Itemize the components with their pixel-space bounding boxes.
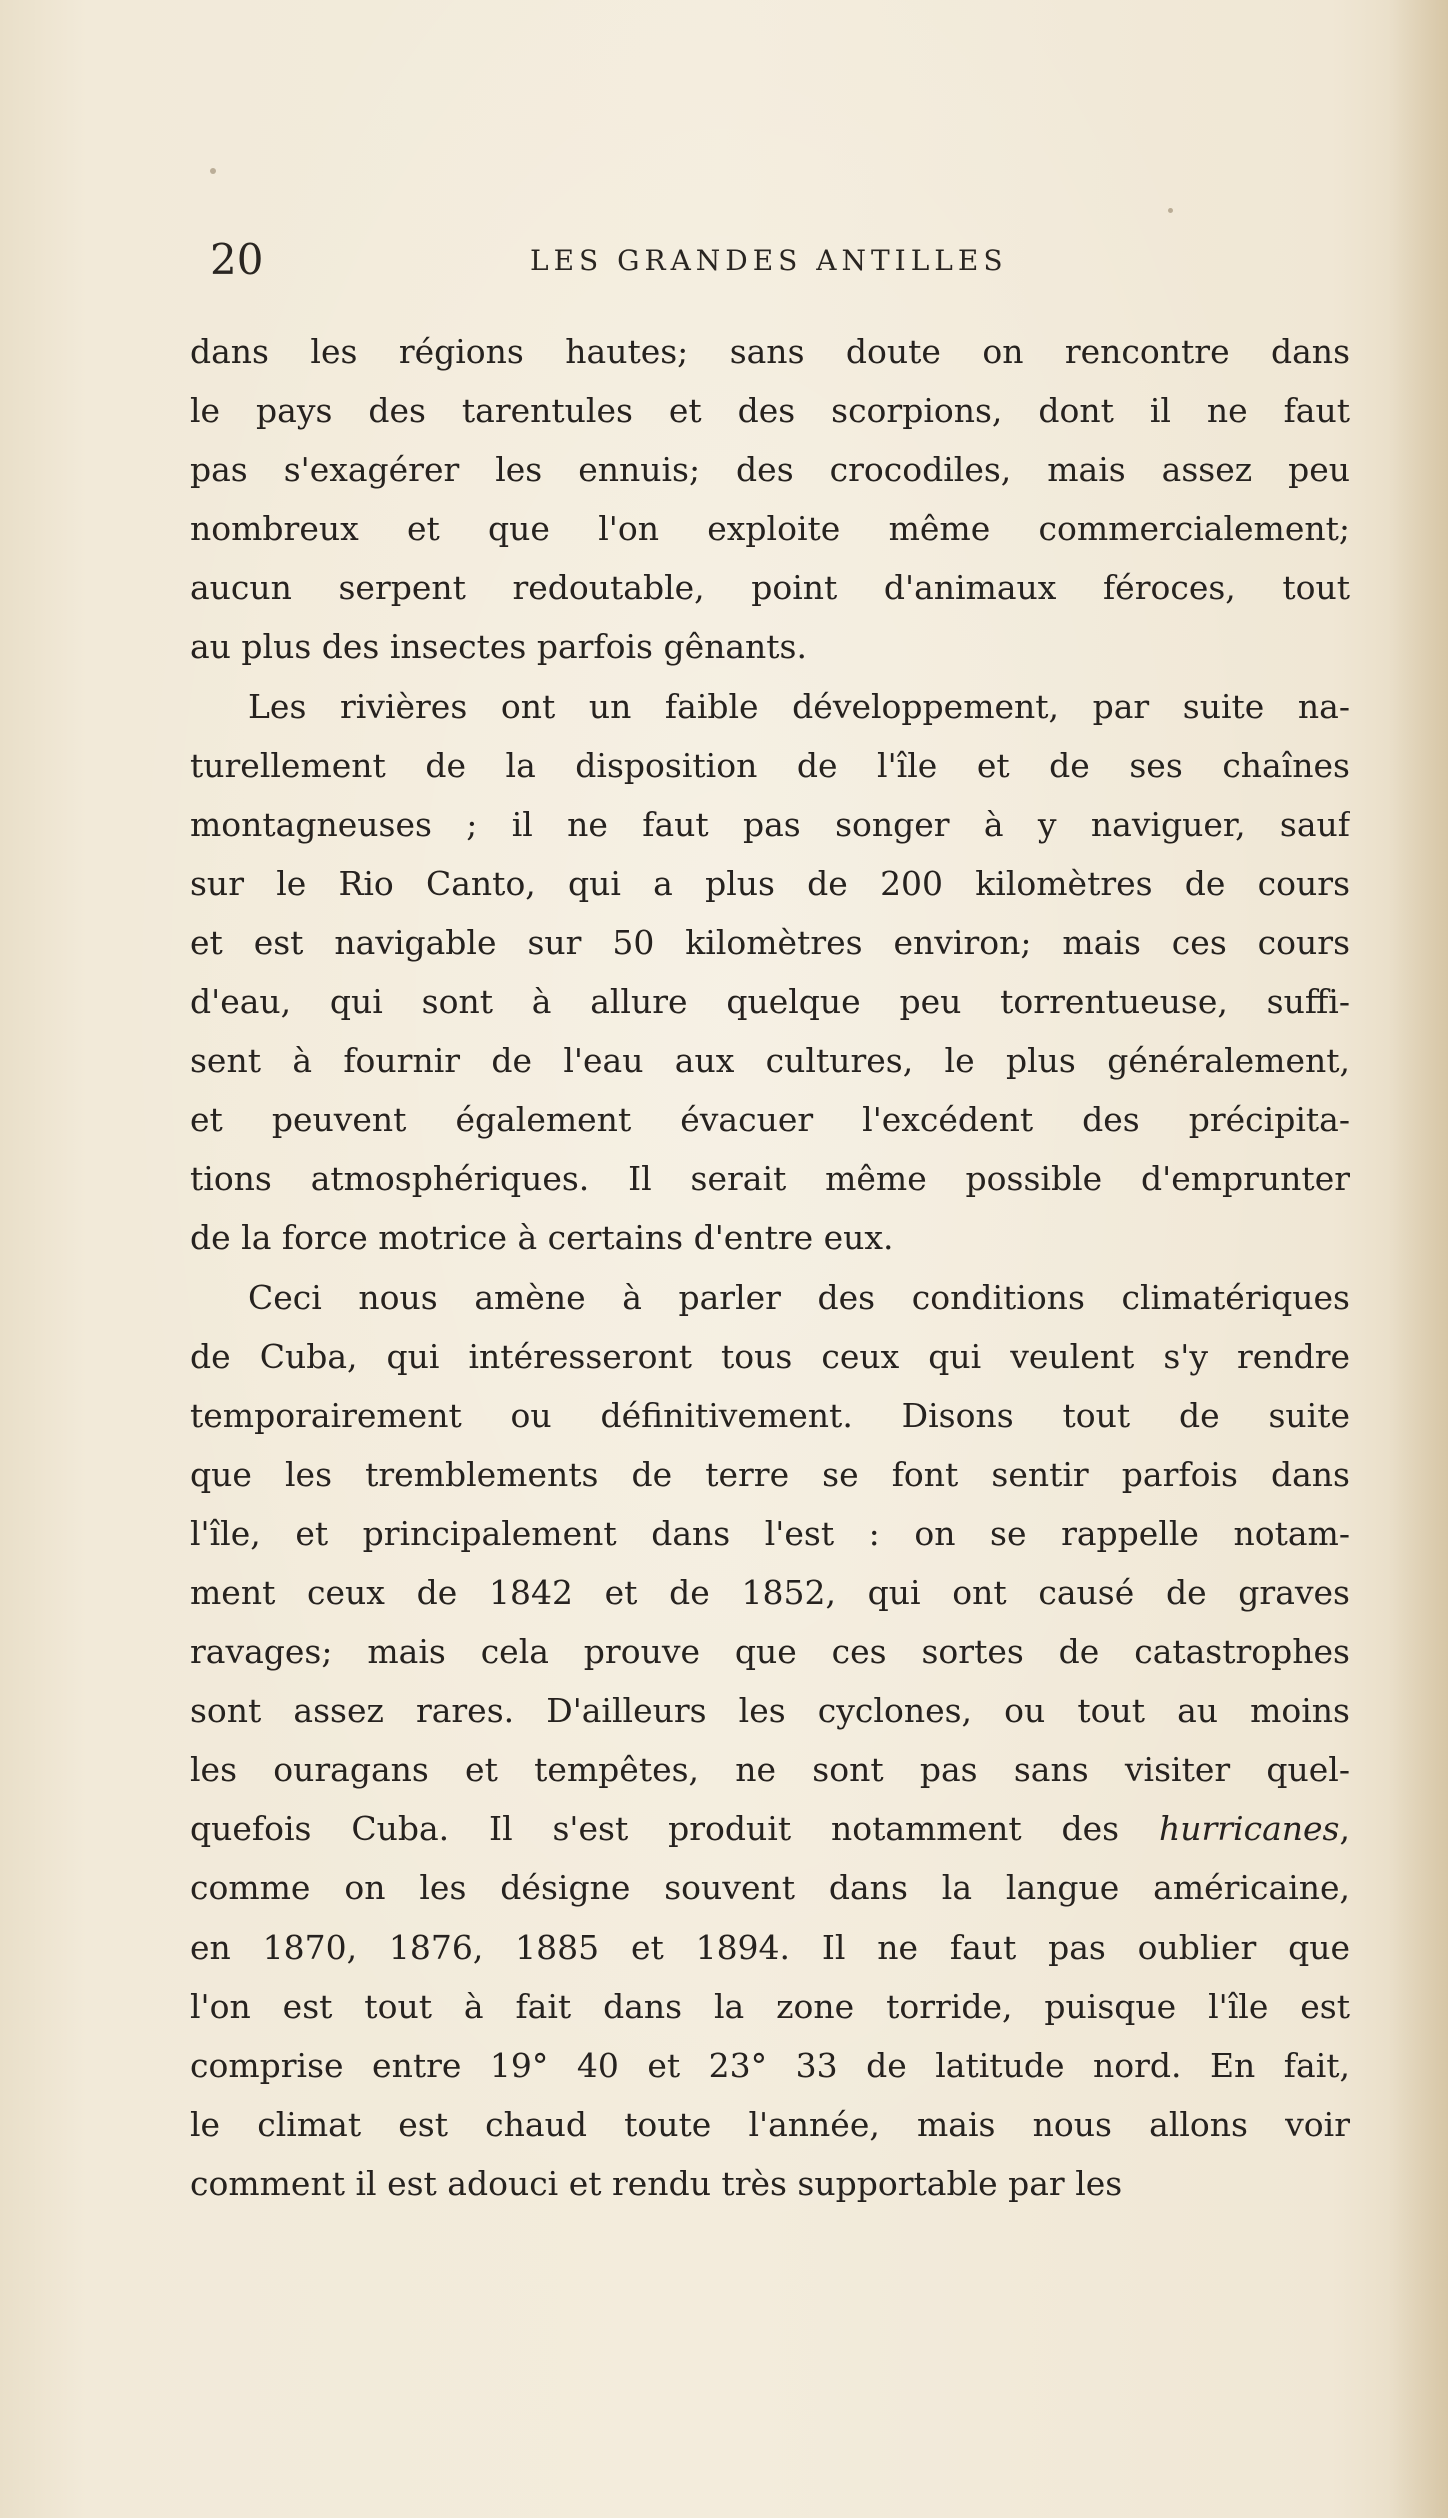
text-line: pas s'exagérer les ennuis; des crocodiles, mais assez peu — [190, 450, 1350, 490]
text-fragment: , — [1339, 1809, 1350, 1849]
text-line: d'eau, qui sont à allure quelque peu torrentueuse, suffi- — [190, 982, 1350, 1022]
text-line: comme on les désigne souvent dans la langue américaine, — [190, 1868, 1350, 1908]
text-line: de la force motrice à certains d'entre eux. — [190, 1218, 894, 1258]
text-line: temporairement ou définitivement. Disons tout de suite — [190, 1395, 1350, 1435]
text-line: tions atmosphériques. Il serait même possible d'emprunter — [190, 1159, 1350, 1199]
text-line: comment il est adouci et rendu très supportable par les — [190, 2163, 1123, 2203]
text-line: sont assez rares. D'ailleurs les cyclones, ou tout au moins — [190, 1691, 1350, 1731]
text-line: Ceci nous amène à parler des conditions climatériques — [248, 1277, 1350, 1317]
text-line: de Cuba, qui intéresseront tous ceux qui veulent s'y rendre — [190, 1336, 1350, 1376]
italic-word: hurricanes — [1159, 1809, 1340, 1849]
text-line: que les tremblements de terre se font sentir parfois dans — [190, 1454, 1350, 1494]
text-line: le pays des tarentules et des scorpions, dont il ne faut — [190, 391, 1350, 431]
text-line: en 1870, 1876, 1885 et 1894. Il ne faut pas oublier que — [190, 1927, 1350, 1967]
paragraph-1 — [190, 322, 1350, 677]
text-line: les ouragans et tempêtes, ne sont pas sans visiter quel- — [190, 1750, 1350, 1790]
text-line: dans les régions hautes; sans doute on rencontre dans — [190, 332, 1350, 371]
text-line: au plus des insectes parfois gênants. — [190, 627, 807, 667]
text-line: aucun serpent redoutable, point d'animaux féroces, tout — [190, 568, 1350, 608]
text-line-with-italic — [190, 1799, 1350, 1858]
page-header — [210, 230, 1350, 290]
text-line: l'île, et principalement dans l'est : on se rappelle notam- — [190, 1513, 1350, 1553]
text-line: et peuvent également évacuer l'excédent des précipita- — [190, 1100, 1350, 1140]
text-line: ravages; mais cela prouve que ces sortes de catastrophes — [190, 1632, 1350, 1672]
text-line: comprise entre 19° 40 et 23° 33 de latitude nord. En fait, — [190, 2045, 1350, 2085]
body-text — [190, 322, 1350, 2213]
text-line: le climat est chaud toute l'année, mais nous allons voir — [190, 2104, 1350, 2144]
text-line: l'on est tout à fait dans la zone torride, puisque l'île est — [190, 1986, 1350, 2026]
text-line: et est navigable sur 50 kilomètres environ; mais ces cours — [190, 922, 1350, 962]
text-line: Les rivières ont un faible développement, par suite na- — [248, 686, 1350, 726]
text-line: ment ceux de 1842 et de 1852, qui ont causé de graves — [190, 1572, 1350, 1612]
text-line: turellement de la disposition de l'île et de ses chaînes — [190, 745, 1350, 785]
text-line: sent à fournir de l'eau aux cultures, le plus généralement, — [190, 1041, 1350, 1081]
paper-speck — [210, 168, 216, 174]
paper-speck — [1168, 208, 1173, 213]
text-fragment: quefois Cuba. Il s'est produit notamment des — [190, 1809, 1120, 1849]
text-line: sur le Rio Canto, qui a plus de 200 kilomètres de cours — [190, 863, 1350, 903]
running-head: LES GRANDES ANTILLES — [530, 244, 1008, 277]
text-line: nombreux et que l'on exploite même commercialement; — [190, 509, 1350, 549]
page-edge-shadow — [1388, 0, 1448, 2518]
page-number: 20 — [210, 235, 264, 284]
text-line: montagneuses ; il ne faut pas songer à y naviguer, sauf — [190, 804, 1350, 844]
paragraph-2 — [190, 677, 1350, 1268]
paragraph-3 — [190, 1268, 1350, 2214]
